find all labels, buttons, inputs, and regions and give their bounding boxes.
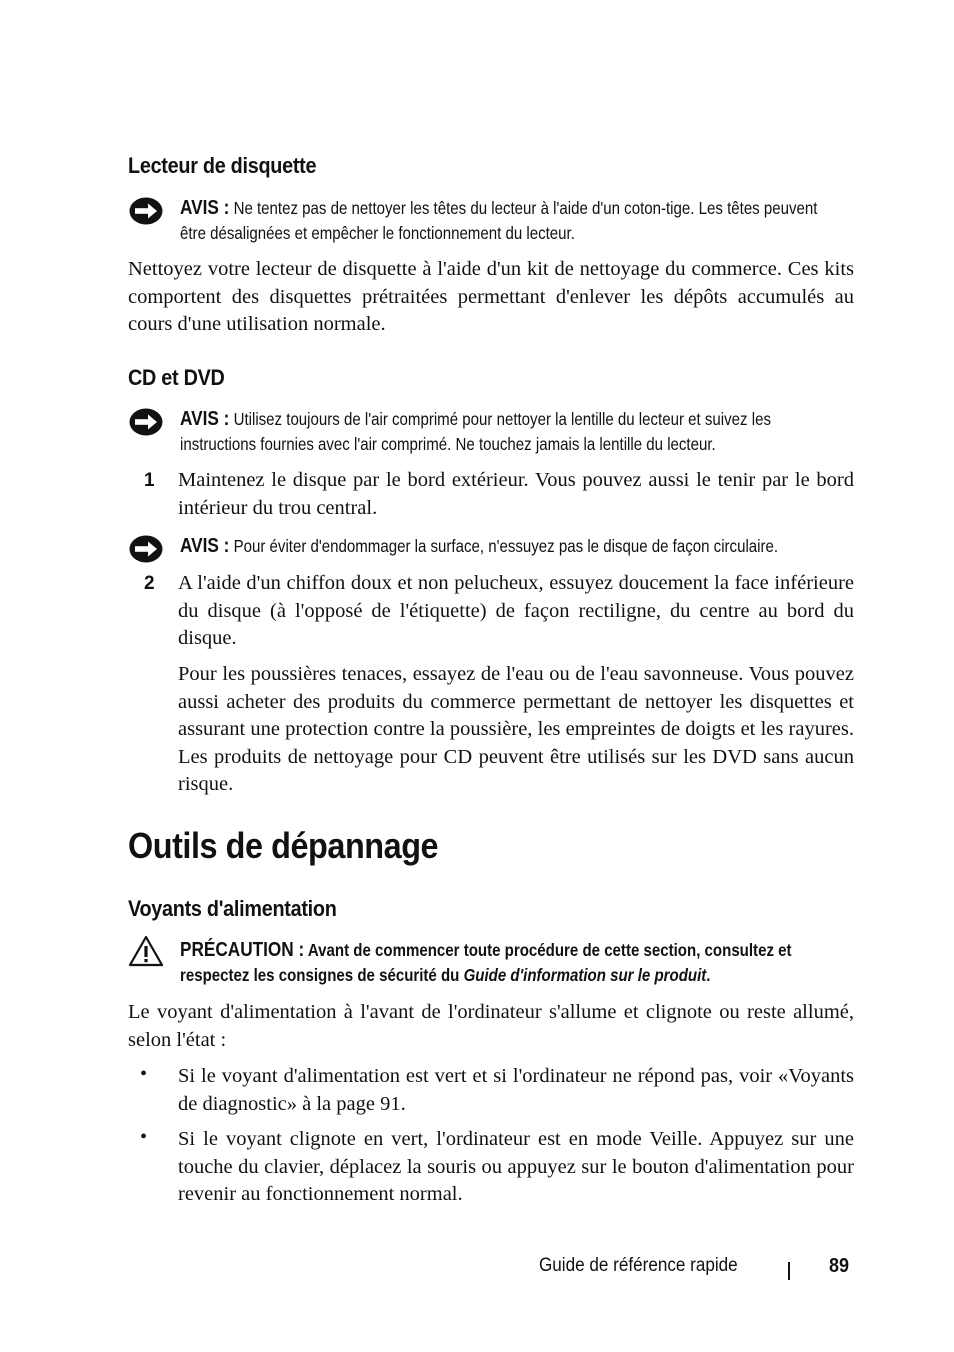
section-heading-floppy: Lecteur de disquette (128, 153, 317, 178)
footer-separator (788, 1262, 790, 1280)
caution-text (180, 938, 834, 988)
notice-arrow-icon (128, 407, 164, 437)
caution-guide-title: Guide d'information sur le produit (463, 965, 707, 985)
power-light-paragraph: Le voyant d'alimentation à l'avant de l'ordinateur s'allume et clignote ou reste allumé, selon l'état : (128, 1001, 854, 1051)
bullet-marker: • (140, 1063, 148, 1085)
notice-body: Ne tentez pas de nettoyer les têtes du lecteur à l'aide d'un coton-tige. Les têtes peuvent être désalignées et empêcher le fonctionnement du lecteur. (180, 198, 818, 243)
floppy-paragraph: Nettoyez votre lecteur de disquette à l'aide d'un kit de nettoyage du commerce. Ces kits comportent des disquettes prétraitées permettant d'enlever les dépôts accumulés au cours d'une utilisation normale. (128, 258, 854, 335)
step-text-2: A l'aide d'un chiffon doux et non pelucheux, essuyez doucement la face inférieure du disque (à l'opposé de l'étiquette) de façon rectiligne, du centre au bord du disque. (178, 572, 854, 649)
notice-body: Utilisez toujours de l'air comprimé pour nettoyer la lentille du lecteur et suivez les instructions fournies avec l'air comprimé. Ne touchez jamais la lentille du lecteur. (180, 409, 771, 454)
caution-end: . (706, 965, 711, 985)
chapter-title: Outils de dépannage (128, 825, 439, 866)
warning-triangle-icon (128, 935, 164, 967)
notice-arrow-icon (128, 196, 164, 226)
notice-label: AVIS : (180, 408, 230, 430)
caution-body: Avant de commencer toute procédure de cette section, consultez et respectez les consignes de sécurité du (180, 940, 792, 985)
notice-text (180, 534, 834, 559)
step-number-2: 2 (144, 573, 155, 594)
step-text-1: Maintenez le disque par le bord extérieur. Vous pouvez aussi le tenir par le bord intérieur du trou central. (178, 469, 854, 519)
notice-arrow-icon (128, 534, 164, 564)
notice-text (180, 196, 834, 246)
notice-label: AVIS : (180, 535, 230, 557)
notice-body: Pour éviter d'endommager la surface, n'essuyez pas le disque de façon circulaire. (233, 536, 779, 556)
bullet-marker: • (140, 1126, 148, 1148)
notice-label: AVIS : (180, 197, 230, 219)
caution-label: PRÉCAUTION : (180, 939, 305, 961)
footer-guide-title: Guide de référence rapide (539, 1255, 738, 1276)
step-number-1: 1 (144, 470, 155, 491)
section-heading-power-lights: Voyants d'alimentation (128, 896, 337, 921)
section-heading-cd-dvd: CD et DVD (128, 365, 225, 390)
step-2-note: Pour les poussières tenaces, essayez de l'eau ou de l'eau savonneuse. Vous pouvez aussi acheter des produits du commerce permettant de nettoyer les disquettes et assurant une protection contre la poussière, les empreintes de doigts et les rayures. Les produits de nettoyage pour CD peuvent être utilisés sur les DVD sans aucun risque. (178, 663, 854, 795)
notice-text (180, 407, 834, 457)
list-item: Si le voyant clignote en vert, l'ordinateur est en mode Veille. Appuyez sur une touche du clavier, déplacez la souris ou appuyez sur le bouton d'alimentation pour revenir au fonctionnement normal. (178, 1128, 854, 1205)
page-number: 89 (829, 1255, 850, 1277)
list-item: Si le voyant d'alimentation est vert et si l'ordinateur ne répond pas, voir «Voyants de diagnostic» à la page 91. (178, 1065, 854, 1115)
